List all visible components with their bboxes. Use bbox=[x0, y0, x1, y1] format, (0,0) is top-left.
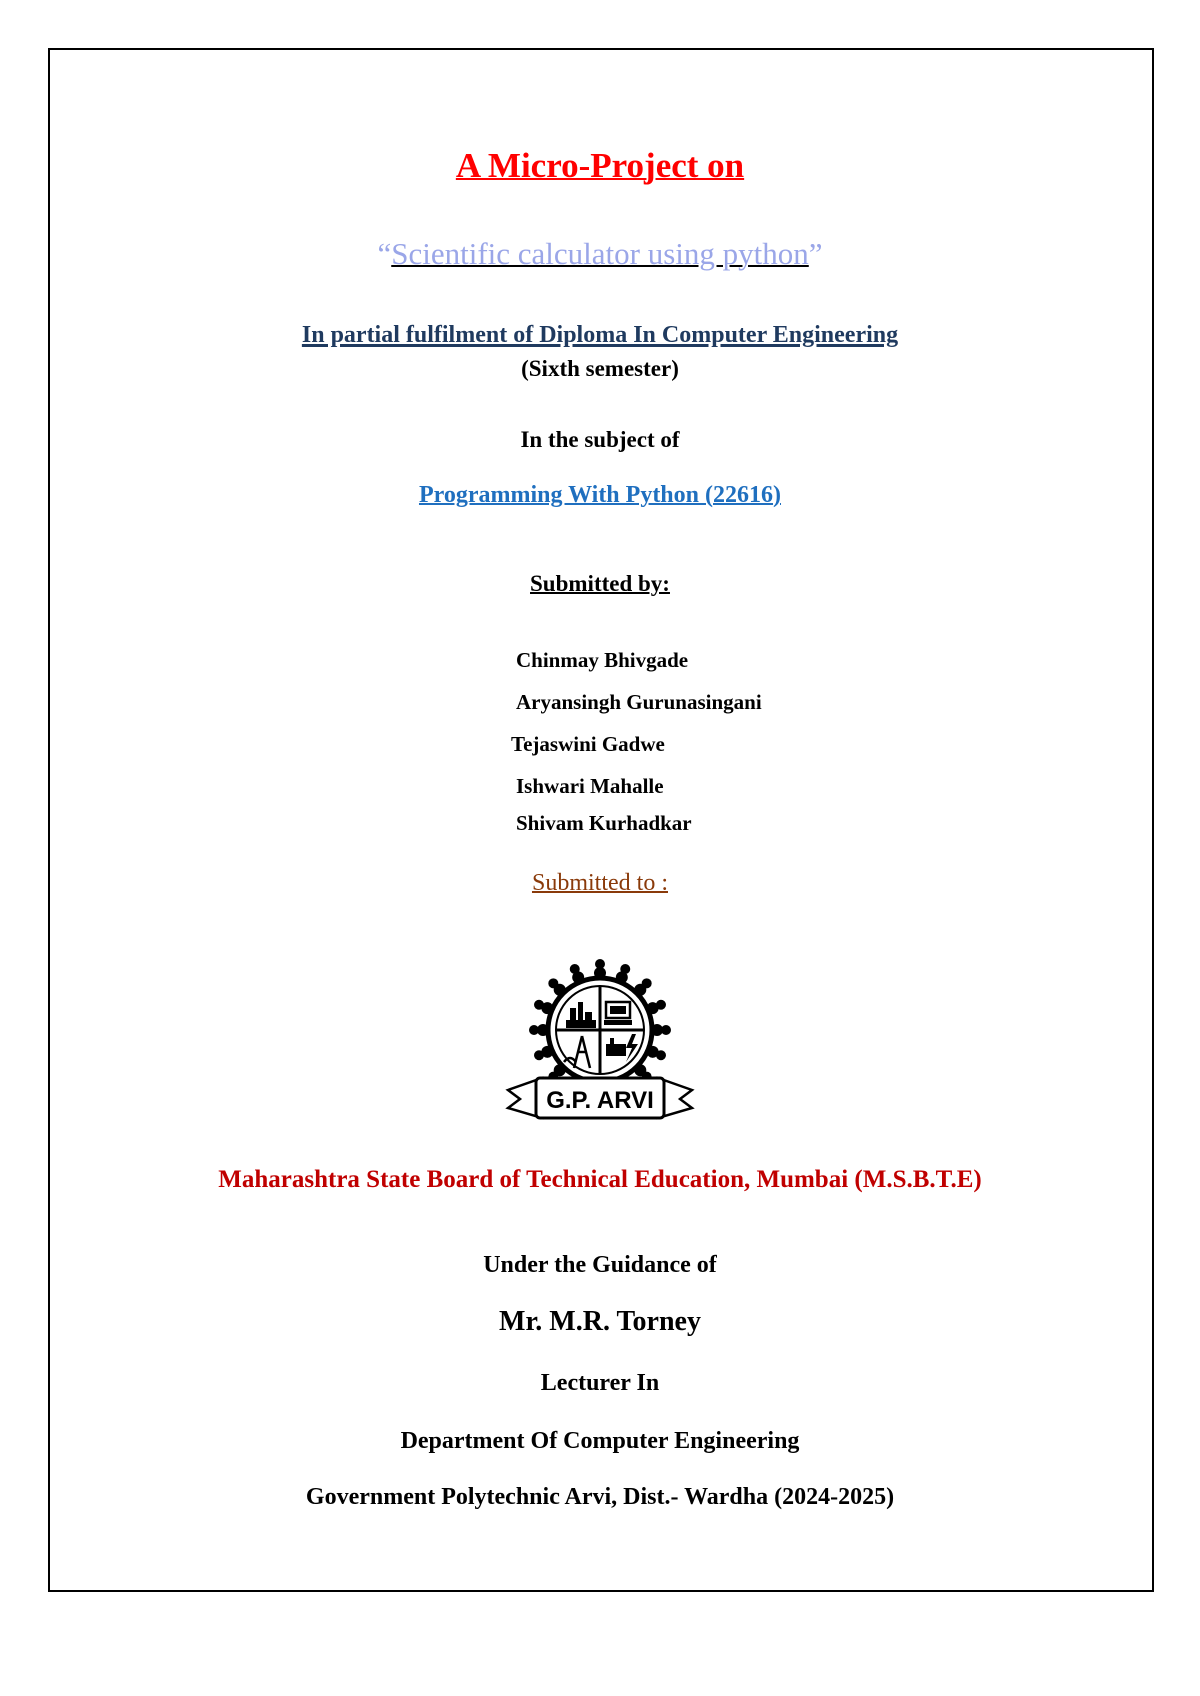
member-name: Aryansingh Gurunasingani bbox=[516, 690, 762, 714]
member-name: Tejaswini Gadwe bbox=[511, 732, 665, 756]
open-quote: “ bbox=[377, 236, 392, 271]
project-title-text: Scientific calculator using python bbox=[391, 236, 809, 271]
subject-name: Programming With Python (22616) bbox=[418, 482, 781, 508]
project-title bbox=[0, 236, 1200, 272]
fulfilment-statement: In partial fulfilment of Diploma In Computer Engineering bbox=[301, 322, 899, 348]
document-title: A Micro-Project on bbox=[455, 146, 745, 185]
institute-name: Government Polytechnic Arvi, Dist.- Wardha (2024-2025) bbox=[305, 1484, 895, 1510]
member-name: Ishwari Mahalle bbox=[516, 774, 664, 798]
logo-text: G.P. ARVI bbox=[546, 1087, 654, 1114]
guide-designation: Lecturer In bbox=[540, 1370, 660, 1396]
guide-name: Mr. M.R. Torney bbox=[499, 1306, 701, 1337]
submitted-to-label: Submitted to : bbox=[531, 870, 668, 896]
guidance-label: Under the Guidance of bbox=[483, 1252, 717, 1278]
institute-logo bbox=[486, 958, 714, 1132]
subject-label: In the subject of bbox=[520, 427, 680, 452]
department-name: Department Of Computer Engineering bbox=[400, 1428, 800, 1454]
close-quote: ” bbox=[808, 236, 823, 271]
submitted-by-label: Submitted by: bbox=[530, 571, 670, 596]
member-name: Shivam Kurhadkar bbox=[516, 811, 692, 835]
semester: (Sixth semester) bbox=[521, 356, 679, 381]
board-name: Maharashtra State Board of Technical Education, Mumbai (M.S.B.T.E) bbox=[218, 1166, 982, 1193]
member-name: Chinmay Bhivgade bbox=[516, 648, 689, 672]
